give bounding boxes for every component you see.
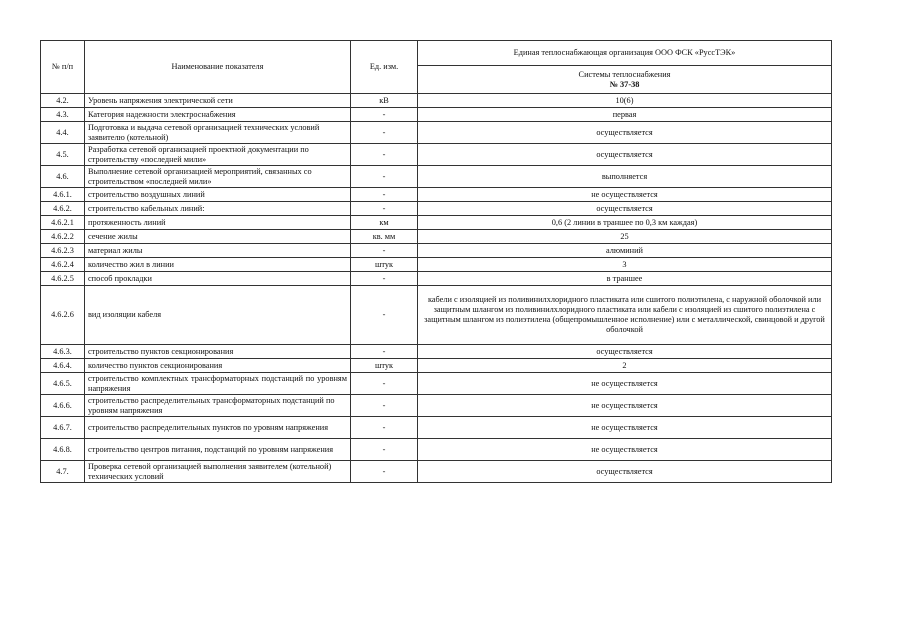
row-num: 4.6.1. — [41, 188, 85, 202]
row-num: 4.2. — [41, 94, 85, 108]
row-value: выполняется — [418, 166, 832, 188]
table-row — [41, 166, 832, 188]
header-systems-number: № 37-38 — [609, 79, 640, 89]
row-value: осуществляется — [418, 202, 832, 216]
row-name: Категория надежности электроснабжения — [85, 108, 351, 122]
row-name: строительство распределительных трансформаторных подстанций по уровням напряжения — [85, 395, 351, 417]
row-value: первая — [418, 108, 832, 122]
row-num: 4.6.7. — [41, 417, 85, 439]
table-row — [41, 286, 832, 345]
row-num: 4.4. — [41, 122, 85, 144]
row-value: не осуществляется — [418, 373, 832, 395]
row-unit: - — [351, 395, 418, 417]
row-unit: - — [351, 417, 418, 439]
row-name: Подготовка и выдача сетевой организацией технических условий заявителю (котельной) — [85, 122, 351, 144]
table-row — [41, 461, 832, 483]
row-unit: - — [351, 373, 418, 395]
table-row — [41, 417, 832, 439]
row-unit: км — [351, 216, 418, 230]
row-name: протяженность линий — [85, 216, 351, 230]
table-row — [41, 395, 832, 417]
row-value: не осуществляется — [418, 395, 832, 417]
row-value: осуществляется — [418, 461, 832, 483]
row-unit: - — [351, 122, 418, 144]
row-value: 0,6 (2 линии в траншее по 0,3 км каждая) — [418, 216, 832, 230]
row-value: 25 — [418, 230, 832, 244]
row-unit: - — [351, 202, 418, 216]
row-value: осуществляется — [418, 144, 832, 166]
table-row — [41, 258, 832, 272]
row-num: 4.6.2.4 — [41, 258, 85, 272]
table-row — [41, 439, 832, 461]
header-systems — [418, 66, 832, 94]
row-num: 4.7. — [41, 461, 85, 483]
row-unit: штук — [351, 359, 418, 373]
row-name: строительство кабельных линий: — [85, 202, 351, 216]
row-value: осуществляется — [418, 122, 832, 144]
row-name: строительство комплектных трансформаторных подстанций по уровням напряжения — [85, 373, 351, 395]
row-unit: - — [351, 166, 418, 188]
header-num: № п/п — [41, 41, 85, 94]
row-num: 4.6. — [41, 166, 85, 188]
row-name: строительство пунктов секционирования — [85, 345, 351, 359]
row-unit: - — [351, 272, 418, 286]
header-systems-label: Системы теплоснабжения — [578, 69, 671, 79]
table-row — [41, 188, 832, 202]
row-num: 4.6.8. — [41, 439, 85, 461]
row-name: количество жил в линии — [85, 258, 351, 272]
row-unit: - — [351, 345, 418, 359]
table-row — [41, 345, 832, 359]
row-unit: штук — [351, 258, 418, 272]
table-row — [41, 94, 832, 108]
row-num: 4.5. — [41, 144, 85, 166]
row-value: не осуществляется — [418, 439, 832, 461]
row-num: 4.6.6. — [41, 395, 85, 417]
row-name: строительство воздушных линий — [85, 188, 351, 202]
row-num: 4.6.2.6 — [41, 286, 85, 345]
row-name: вид изоляции кабеля — [85, 286, 351, 345]
row-value: в траншее — [418, 272, 832, 286]
row-num: 4.6.4. — [41, 359, 85, 373]
row-value: алюминий — [418, 244, 832, 258]
row-num: 4.6.3. — [41, 345, 85, 359]
row-num: 4.6.2.2 — [41, 230, 85, 244]
row-num: 4.3. — [41, 108, 85, 122]
table-row — [41, 230, 832, 244]
table-row — [41, 122, 832, 144]
row-name: Проверка сетевой организацией выполнения заявителем (котельной) технических условий — [85, 461, 351, 483]
row-unit: - — [351, 144, 418, 166]
row-unit: кВ — [351, 94, 418, 108]
row-name: Выполнение сетевой организацией мероприятий, связанных со строительством «последней мили» — [85, 166, 351, 188]
header-name: Наименование показателя — [85, 41, 351, 94]
table-row — [41, 108, 832, 122]
table-row — [41, 202, 832, 216]
indicators-table — [40, 40, 832, 483]
row-name: строительство распределительных пунктов по уровням напряжения — [85, 417, 351, 439]
row-num: 4.6.2.5 — [41, 272, 85, 286]
row-value: 10(6) — [418, 94, 832, 108]
row-unit: кв. мм — [351, 230, 418, 244]
header-org: Единая теплоснабжающая организация ООО ФСК «РуссТЭК» — [418, 41, 832, 66]
table-row — [41, 272, 832, 286]
row-num: 4.6.2.3 — [41, 244, 85, 258]
row-name: сечение жилы — [85, 230, 351, 244]
row-unit: - — [351, 286, 418, 345]
row-unit: - — [351, 244, 418, 258]
table-row — [41, 244, 832, 258]
row-value: не осуществляется — [418, 188, 832, 202]
row-name: строительство центров питания, подстанций по уровням напряжения — [85, 439, 351, 461]
row-name: Уровень напряжения электрической сети — [85, 94, 351, 108]
row-name: Разработка сетевой организацией проектной документации по строительству «последней мили» — [85, 144, 351, 166]
row-unit: - — [351, 439, 418, 461]
row-value: кабели с изоляцией из поливинилхлоридного пластиката или сшитого полиэтилена, с наружной оболочкой или защитным шлангом из поливинилхлоридного пластиката или кабели с изоляцией из сшитого полиэтилена с защитным шлангом из полиэтилена (общепромышленное исполнение) или с металлической, свинцовой и другой оболочкой — [418, 286, 832, 345]
row-value: не осуществляется — [418, 417, 832, 439]
row-num: 4.6.2.1 — [41, 216, 85, 230]
row-unit: - — [351, 108, 418, 122]
row-unit: - — [351, 461, 418, 483]
table-row — [41, 216, 832, 230]
row-name: материал жилы — [85, 244, 351, 258]
row-value: 3 — [418, 258, 832, 272]
table-row — [41, 359, 832, 373]
table-row — [41, 144, 832, 166]
row-num: 4.6.2. — [41, 202, 85, 216]
row-name: количество пунктов секционирования — [85, 359, 351, 373]
table-row — [41, 373, 832, 395]
row-value: осуществляется — [418, 345, 832, 359]
row-num: 4.6.5. — [41, 373, 85, 395]
header-unit: Ед. изм. — [351, 41, 418, 94]
row-value: 2 — [418, 359, 832, 373]
row-name: способ прокладки — [85, 272, 351, 286]
row-unit: - — [351, 188, 418, 202]
